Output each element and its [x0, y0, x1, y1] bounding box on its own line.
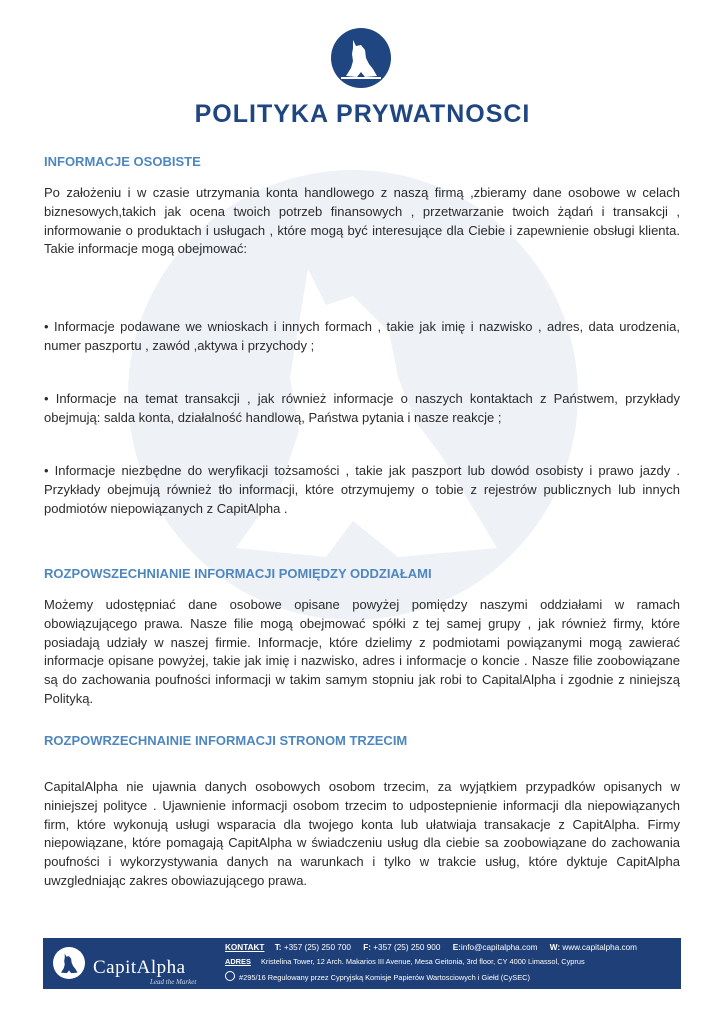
- section-heading-affiliates: ROZPOWSZECHNIANIE INFORMACJI POMIĘDZY ODDZIAŁAMI: [44, 566, 432, 581]
- footer-address-row: [225, 957, 585, 966]
- footer-brand: [53, 945, 223, 985]
- email-link[interactable]: info@capitalpha.com: [460, 943, 538, 952]
- paragraph-intro: Po założeniu i w czasie utrzymania konta handlowego z naszą firmą ,zbieramy dane osobowe w celach biznesowych,takich jak ocena twoich potrzeb finansowych , przetwarzanie twoich żądań i transakcji , informowanie o produktach i usługach , które mogą być interesujące dla Ciebie i zapewnienie obsługi klienta. Takie informacje mogą obejmować:: [44, 185, 680, 257]
- adres-label: ADRES: [225, 957, 251, 966]
- bullet-transaction-info: • Informacje na temat transakcji , jak również informacje o naszych kontaktach z Państwem, przykłady obejmują: salda konta, działalność handlową, Państwa pytania i nasze reakcje ;: [44, 391, 680, 425]
- web-label: W:: [549, 943, 561, 952]
- section-heading-personal-info: INFORMACJE OSOBISTE: [44, 154, 201, 169]
- wolf-footer-icon: [53, 947, 85, 979]
- phone-label: T:: [274, 943, 282, 952]
- phone-value[interactable]: +357 (25) 250 700: [283, 943, 351, 952]
- fax-label: F:: [363, 943, 371, 952]
- paragraph-affiliates: Możemy udostępniać dane osobowe opisane powyżej pomiędzy naszymi oddziałami w ramach obowiązującego prawa. Nasze filie mogą obejmować spółki z tej samej grupy , jak również firmy, które posiadają udziały w naszej firmie. Informacje, które dzielimy z podmiotami powiązanymi mogą zawierać informacje opisane powyżej, takie jak imię i nazwisko, adres i informacje o koncie . Nasze filie zoobowiązane są do zachowania poufności informacji w takim samym stopniu jak robi to CapitalAlpha i zgodnie z niniejszą Polityką.: [44, 597, 680, 706]
- kontakt-label: KONTAKT: [225, 943, 265, 952]
- fax-value: +357 (25) 250 900: [373, 943, 441, 952]
- bullet-application-info: • Informacje podawane we wnioskach i innych formach , takie jak imię i nazwisko , adres, data urodzenia, numer paszportu , zawód ,aktywa i przychody ;: [44, 319, 680, 353]
- paragraph-third-parties: CapitalAlpha nie ujawnia danych osobowych osobom trzecim, za wyjątkiem przypadków opisanych w niniejszej polityce . Ujawnienie informacji osobom trzecim to udpostepnienie informacji dla niepowiązanych firm, które wykonują usługi wsparacia dla twojego konta lub ułatwiaja transakacje z CapitAlpha. Firmy niepowiązane, które pomagają CapitAlpha w świadczeniu usług dla ciebie sa zoobowiązane do zachowania poufności i wykorzystywania danych na warunkach i tylko w trakcie usług, które dyktuje CapitAlpha uwzgledniając zakres obowiazującego prawa.: [44, 779, 680, 888]
- bullet-verification-info: • Informacje niezbędne do weryfikacji tożsamości , takie jak paszport lub dowód osobisty i prawo jazdy . Przykłady obejmują również tło informacji, które otrzymujemy o tobie z rejestrów publicznych lub innych podmiotów niepowiązanych z CapitAlpha .: [44, 463, 680, 516]
- footer-license-row: [225, 971, 530, 982]
- wolf-logo-icon: [331, 28, 391, 88]
- brand-tagline: Lead the Market: [150, 978, 197, 986]
- page-title: POLITYKA PRYWATNOSCI: [194, 100, 531, 128]
- email-label: E:: [452, 943, 461, 952]
- footer-contact-row: [225, 943, 637, 952]
- section-heading-third-parties: ROZPOWRZECHNAINIE INFORMACJI STRONOM TRZECIM: [44, 733, 408, 748]
- license-value: #295/16 Regulowany przez Cypryjską Komisje Papierów Wartosciowych i Giełd (CySEC): [239, 973, 530, 982]
- brand-name: CapitAlpha: [93, 957, 186, 978]
- footer-bar: [43, 938, 681, 989]
- web-link[interactable]: www.capitalpha.com: [562, 943, 637, 952]
- address-value: Kristelina Tower, 12 Arch. Makarios III Avenue, Mesa Geitonia, 3rd floor, CY 4000 Limassol, Cyprus: [260, 957, 585, 966]
- regulation-icon: [225, 971, 235, 981]
